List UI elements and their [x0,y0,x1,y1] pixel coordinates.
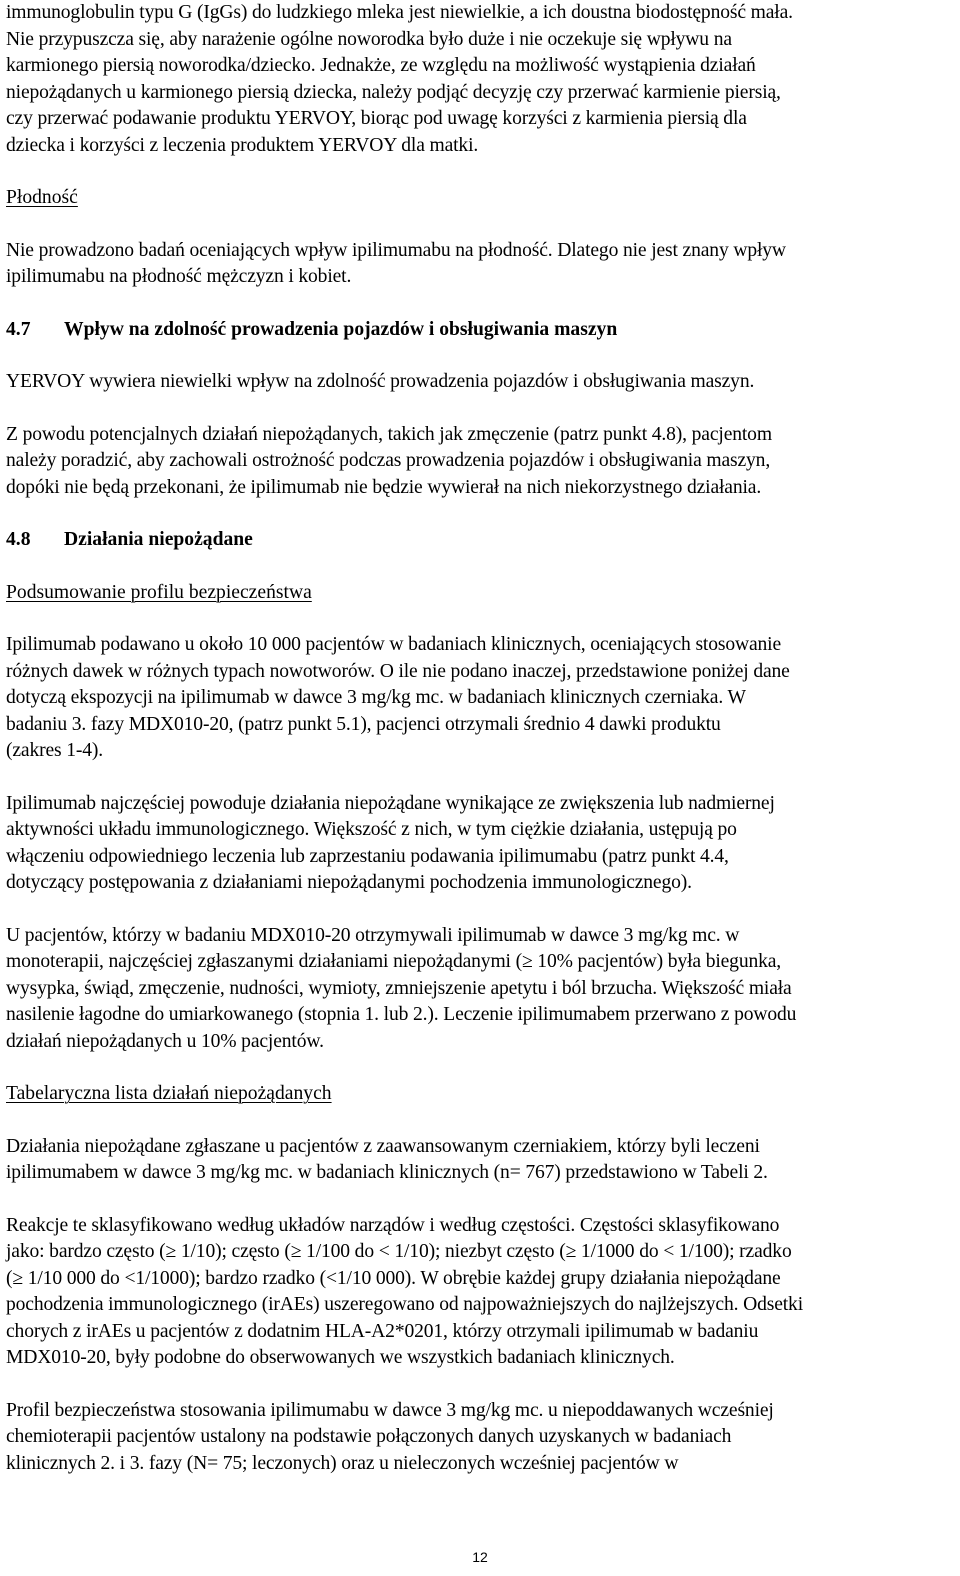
paragraph-immune-reactions: Ipilimumab najczęściej powoduje działania niepożądane wynikające ze zwiększenia lub nadmiernej aktywności układu immunologicznego. Większość z nich, w tym ciężkie działania, ustępują po włączeniu odpowiedniego leczenia lub zaprzestaniu podawania ipilimumabu (patrz punkt 4.4, dotyczący postępowania z działaniami niepożądanymi pochodzenia immunologicznego). [6,792,775,893]
paragraph-driving-effect: YERVOY wywiera niewielki wpływ na zdolność prowadzenia pojazdów i obsługiwania maszyn. [6,371,755,392]
section-title: Działania niepożądane [64,529,253,550]
subheading-safety-summary: Podsumowanie profilu bezpieczeństwa [6,581,312,603]
paragraph-safety-profile: Profil bezpieczeństwa stosowania ipilimumabu w dawce 3 mg/kg mc. u niepoddawanych wcześniej chemioterapii pacjentów ustalony na podstawie połączonych danych uzyskanych w badaniach klinicznych 2. i 3. fazy (N= 75; leczonych) oraz u nieleczonych wcześniej pacjentów w [6,1399,774,1474]
section-number: 4.7 [6,318,31,340]
paragraph-fertility: Nie prowadzono badań oceniających wpływ ipilimumabu na płodność. Dlatego nie jest znany wpływ ipilimumabu na płodność mężczyzn i kobiet. [6,239,786,287]
section-heading-4-7 [6,317,954,344]
section-heading-4-8 [6,527,954,554]
document-page [6,0,954,1477]
paragraph-breastfeeding: immunoglobulin typu G (IgGs) do ludzkiego mleka jest niewielkie, a ich doustna biodostępność mała. Nie przypuszcza się, aby narażenie ogólne noworodka było duże i nie oczekuje się wpływu na karmionego piersią noworodka/dziecko. Jednakże, ze względu na możliwość wystąpienia działań niepożądanych u karmionego piersią dziecka, należy podjąć decyzję czy przerwać karmienie piersią, czy przerwać podawanie produktu YERVOY, biorąc pod uwagę korzyści z karmienia piersią dla dziecka i korzyści z leczenia produktem YERVOY dla matki. [6,2,793,156]
paragraph-exposure: Ipilimumab podawano u około 10 000 pacjentów w badaniach klinicznych, oceniających stosowanie różnych dawek w różnych typach nowotworów. O ile nie podano inaczej, przedstawione poniżej dane dotyczą ekspozycji na ipilimumab w dawce 3 mg/kg mc. w badaniach klinicznych czerniaka. W badaniu 3. fazy MDX010-20, (patrz punkt 5.1), pacjenci otrzymali średnio 4 dawki produktu (zakres 1-4). [6,634,790,761]
page-number: 12 [472,1549,488,1565]
paragraph-common-reactions: U pacjentów, którzy w badaniu MDX010-20 otrzymywali ipilimumab w dawce 3 mg/kg mc. w monoterapii, najczęściej zgłaszanymi działaniami niepożądanymi (≥ 10% pacjentów) była biegunka, wysypka, świąd, zmęczenie, nudności, wymioty, zmniejszenie apetytu i ból brzucha. Większość miała nasilenie łagodne do umiarkowanego (stopnia 1. lub 2.). Leczenie ipilimumabem przerwano z powodu działań niepożądanych u 10% pacjentów. [6,924,797,1052]
section-number: 4.8 [6,529,31,550]
paragraph-reported-reactions: Działania niepożądane zgłaszane u pacjentów z zaawansowanym czerniakiem, którzy byli leczeni ipilimumabem w dawce 3 mg/kg mc. w badaniach klinicznych (n= 767) przedstawiono w Tabeli 2. [6,1135,768,1183]
paragraph-driving-caution: Z powodu potencjalnych działań niepożądanych, takich jak zmęczenie (patrz punkt 4.8), pacjentom należy poradzić, aby zachowali ostrożność podczas prowadzenia pojazdów i obsługiwania maszyn, dopóki nie będą przekonani, że ipilimumab nie będzie wywierał na nich niekorzystnego działania. [6,423,772,498]
paragraph-frequency-classification: Reakcje te sklasyfikowano według układów narządów i według częstości. Częstości sklasyfikowano jako: bardzo często (≥ 1/10); często (≥ 1/100 do < 1/10); niezbyt często (≥ 1/1000 do < 1/100); rzadko (≥ 1/10 000 do <1/1000); bardzo rzadko (<1/10 000). W obrębie każdej grupy działania niepożądane pochodzenia immunologicznego (irAEs) uszeregowano od najpoważniejszych do najlżejszych. Odsetki chorych z irAEs u pacjentów z dodatnim HLA-A2*0201, którzy otrzymali ipilimumab w badaniu MDX010-20, były podobne do obserwowanych we wszystkich badaniach klinicznych. [6,1214,803,1368]
section-title: Wpływ na zdolność prowadzenia pojazdów i obsługiwania maszyn [64,318,618,340]
subheading-tabular-list: Tabelaryczna lista działań niepożądanych [6,1083,332,1104]
subheading-fertility: Płodność [6,187,78,208]
